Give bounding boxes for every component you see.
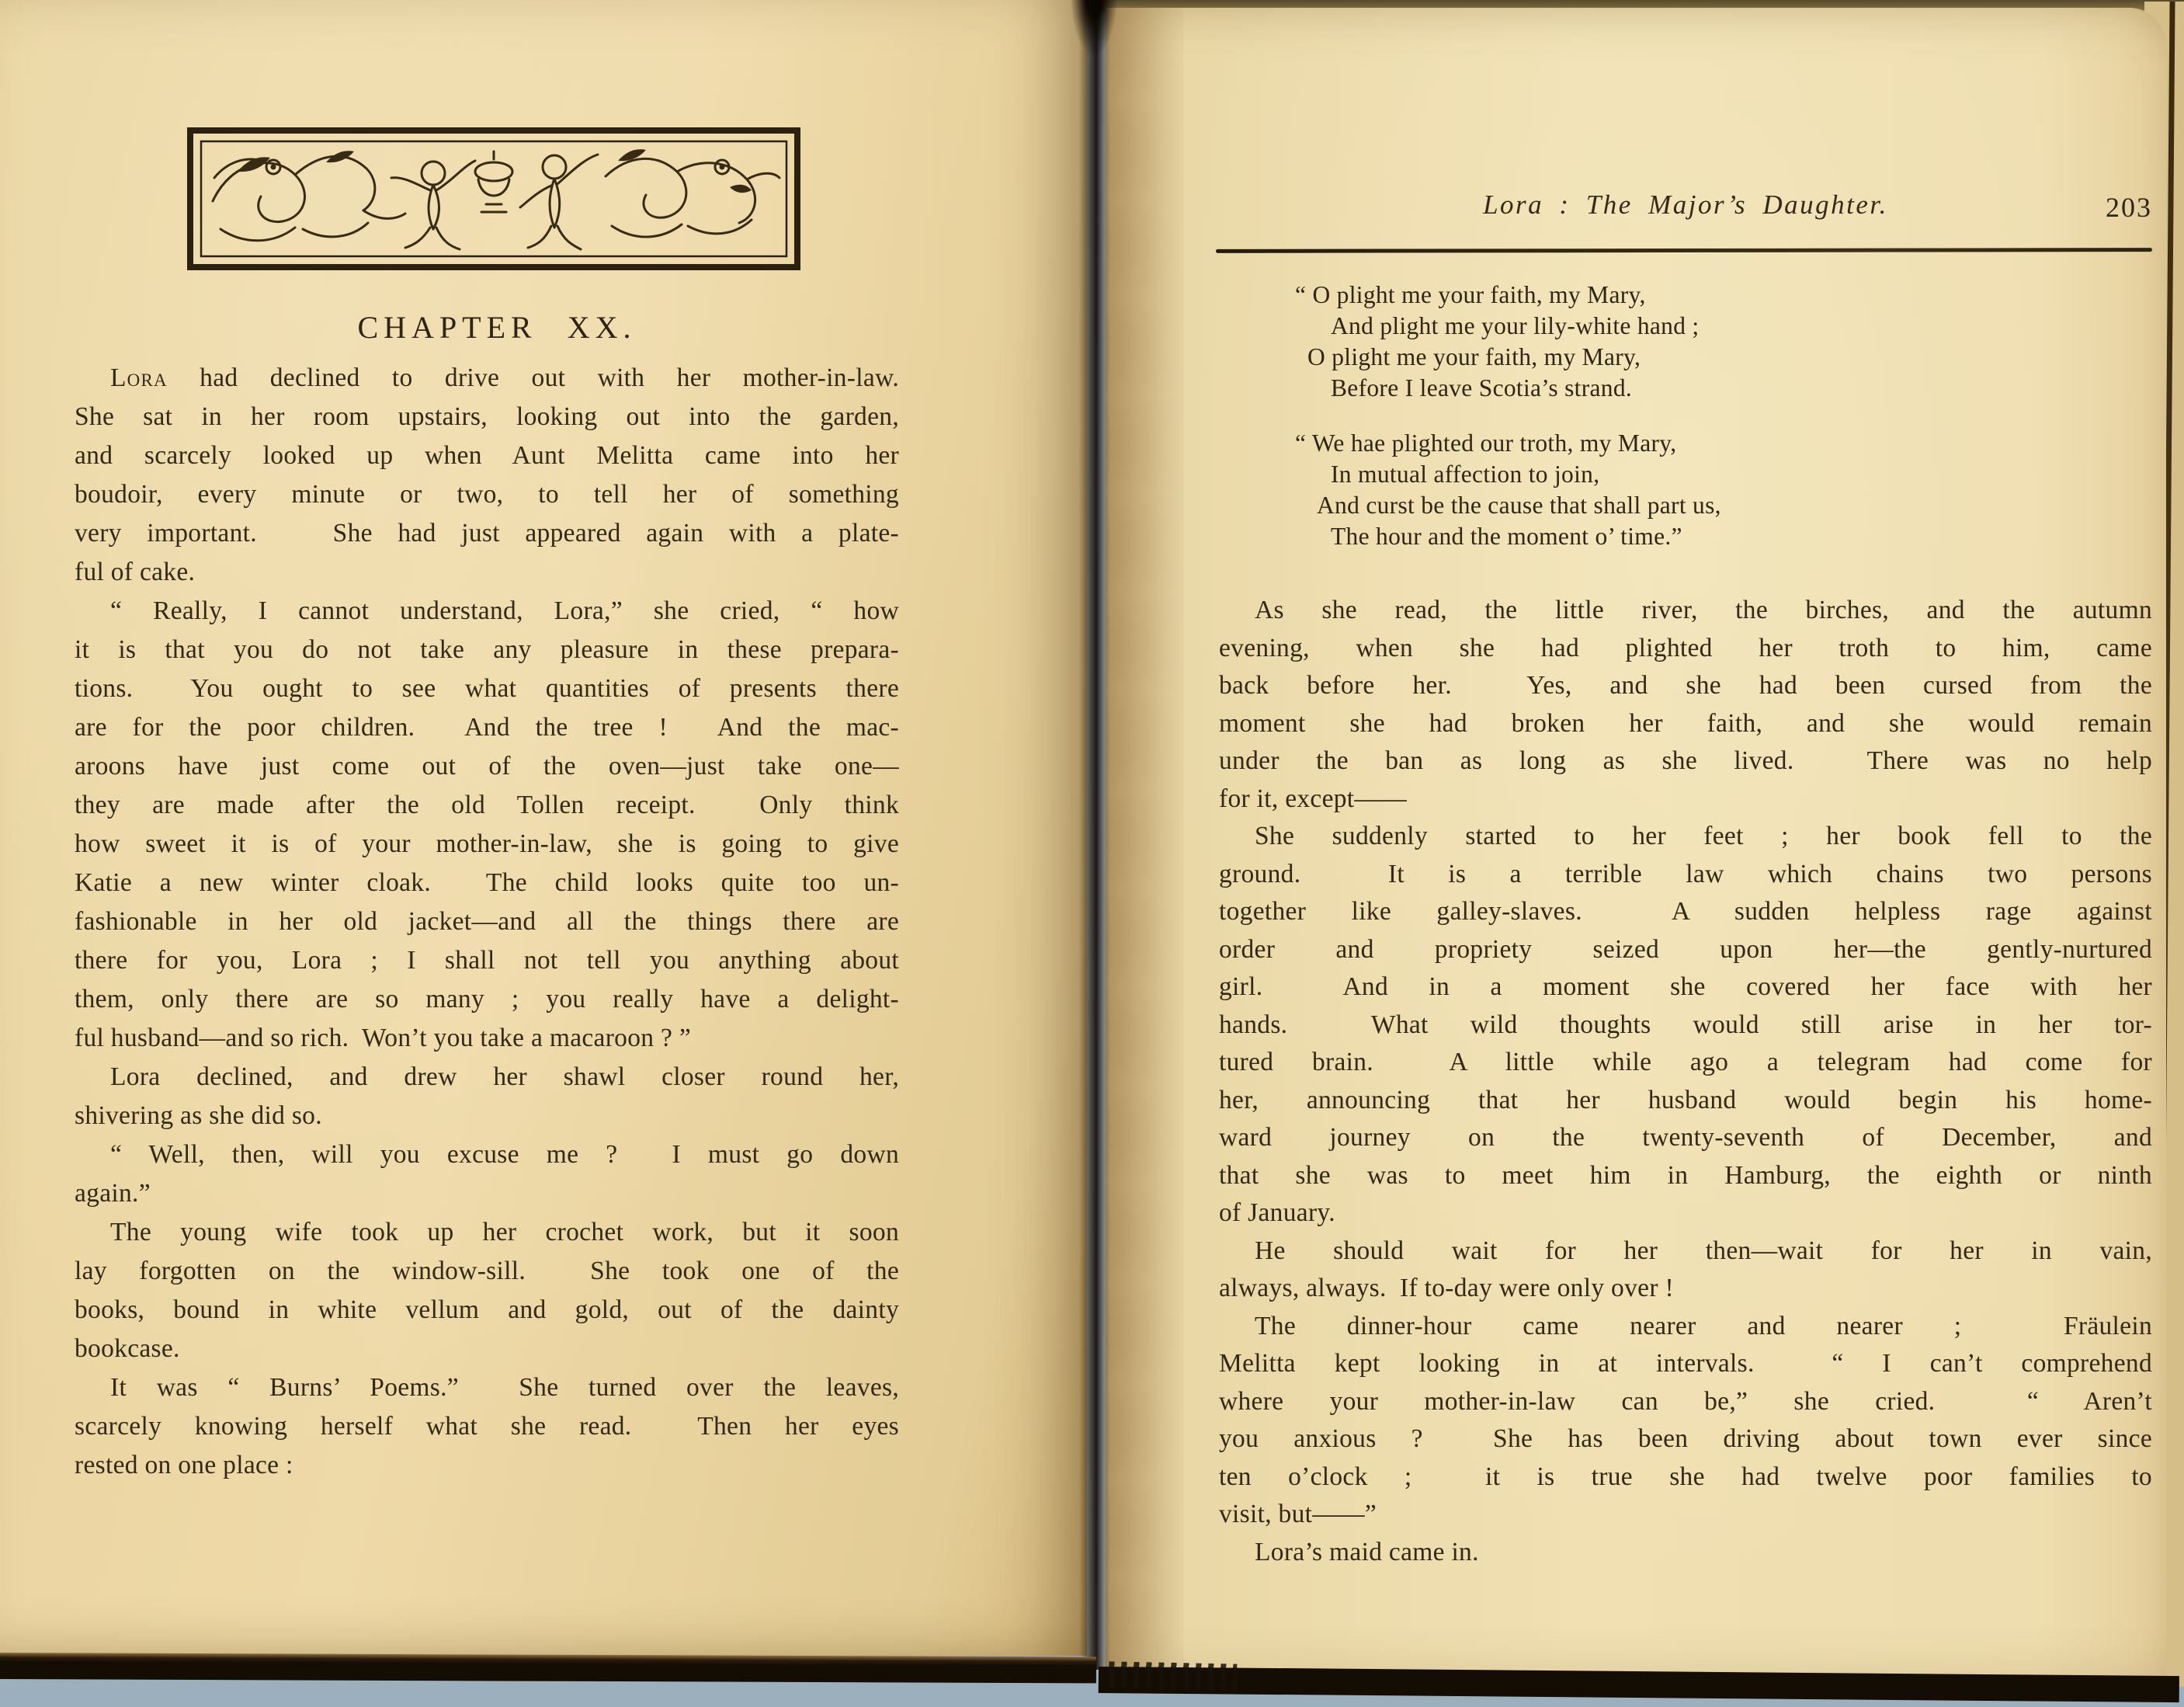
poem-line: The hour and the moment o’ time.” xyxy=(1331,523,1682,550)
text-line: it is that you do not take any pleasure in these prepara- xyxy=(75,635,899,664)
text-line: Lora declined, and drew her shawl closer round her, xyxy=(110,1062,899,1091)
text-line: boudoir, every minute or two, to tell her of something xyxy=(75,480,899,509)
text-line: tions. You ought to see what quantities of presents there xyxy=(75,674,899,703)
poem-stanza xyxy=(1295,428,2079,552)
text-line: ten o’clock ; it is true she had twelve poor families to xyxy=(1219,1462,2152,1491)
poem-line: O plight me your faith, my Mary, xyxy=(1307,343,1641,370)
poem-line: “ O plight me your faith, my Mary, xyxy=(1295,281,1646,308)
text-line: and scarcely looked up when Aunt Melitta came into her xyxy=(75,441,899,470)
text-line: Lora’s maid came in. xyxy=(1255,1537,1479,1566)
poem-line: Before I leave Scotia’s strand. xyxy=(1331,374,1633,402)
text-line: moment she had broken her faith, and she would remain xyxy=(1219,708,2152,738)
poem-stanza xyxy=(1295,280,2079,404)
text-line: It was “ Burns’ Poems.” She turned over the leaves, xyxy=(110,1373,899,1402)
text-line: Lora had declined to drive out with her mother-in-law. xyxy=(110,363,899,392)
text-line: evening, when she had plighted her troth to him, came xyxy=(1219,633,2152,662)
text-line: hands. What wild thoughts would still arise in her tor- xyxy=(1219,1010,2152,1039)
text-line: where your mother-in-law can be,” she cried. “ Aren’t xyxy=(1219,1386,2152,1416)
text-line: “ Really, I cannot understand, Lora,” she cried, “ how xyxy=(110,596,899,625)
text-line: Melitta kept looking in at intervals. “ I can’t comprehend xyxy=(1219,1349,2152,1378)
text-line: The dinner-hour came nearer and nearer ; Fräulein xyxy=(1255,1311,2152,1340)
text-line: order and propriety seized upon her—the gently-nurtured xyxy=(1219,934,2152,964)
text-line: girl. And in a moment she covered her face with her xyxy=(1219,972,2152,1001)
running-header xyxy=(1219,189,2152,230)
right-page xyxy=(1106,8,2166,1679)
text-line: her, announcing that her husband would begin his home- xyxy=(1219,1085,2152,1114)
text-line: for it, except—— xyxy=(1219,784,1408,813)
poem-line: And curst be the cause that shall part us, xyxy=(1317,492,1721,519)
text-line: there for you, Lora ; I shall not tell you anything about xyxy=(75,946,899,975)
text-line: “ Well, then, will you excuse me ? I must go down xyxy=(110,1140,899,1169)
text-line: ful husband—and so rich. Won’t you take a macaroon ? ” xyxy=(75,1024,692,1052)
text-line: aroons have just come out of the oven—just take one— xyxy=(75,752,899,780)
left-page-text xyxy=(75,359,899,1485)
text-line: Katie a new winter cloak. The child looks quite too un- xyxy=(75,868,899,897)
text-line: As she read, the little river, the birches, and the autumn xyxy=(1255,596,2152,624)
text-line: bookcase. xyxy=(75,1334,180,1363)
poem-line: “ We hae plighted our troth, my Mary, xyxy=(1295,429,1677,457)
header-rule xyxy=(1216,248,2152,253)
small-caps-lead: Lora xyxy=(110,363,168,392)
binding-stitches xyxy=(1109,1661,1238,1690)
ornament-woodcut-banner xyxy=(186,127,801,271)
text-line: shivering as she did so. xyxy=(75,1101,322,1130)
poem-line: And plight me your lily-white hand ; xyxy=(1331,312,1700,339)
text-line: lay forgotten on the window-sill. She took one of the xyxy=(75,1257,899,1285)
text-line: they are made after the old Tollen receipt. Only think xyxy=(75,791,899,819)
text-line: together like galley-slaves. A sudden helpless rage against xyxy=(1219,897,2152,926)
text-line: The young wife took up her crochet work, but it soon xyxy=(110,1218,899,1246)
text-line: She suddenly started to her feet ; her book fell to the xyxy=(1255,822,2152,850)
text-line: fashionable in her old jacket—and all the things there are xyxy=(75,907,899,936)
page-number: 203 xyxy=(2106,192,2152,223)
running-title: Lora : The Major’s Daughter. xyxy=(1483,189,1888,220)
text-line: very important. She had just appeared again with a plate- xyxy=(75,519,899,548)
text-line: always, always. If to-day were only over ! xyxy=(1219,1274,1674,1302)
left-page xyxy=(0,0,1087,1656)
chapter-heading: CHAPTER XX. xyxy=(357,310,637,345)
text-line: how sweet it is of your mother-in-law, she is going to give xyxy=(75,829,899,858)
text-line: them, only there are so many ; you really have a delight- xyxy=(75,985,899,1013)
poem-quote xyxy=(1295,280,2079,576)
text-line: ful of cake. xyxy=(75,558,196,586)
ornament-svg xyxy=(186,127,801,271)
text-line: tured brain. A little while ago a telegram had come for xyxy=(1219,1048,2152,1076)
text-line: books, bound in white vellum and gold, out of the dainty xyxy=(75,1295,899,1324)
text-line: that she was to meet him in Hamburg, the eighth or ninth xyxy=(1219,1160,2152,1190)
text-line: back before her. Yes, and she had been cursed from the xyxy=(1219,671,2152,700)
poem-line: In mutual affection to join, xyxy=(1331,461,1600,488)
text-line: He should wait for her then—wait for her in vain, xyxy=(1255,1236,2152,1265)
text-line: are for the poor children. And the tree ! And the mac- xyxy=(75,713,899,742)
text-line: visit, but——” xyxy=(1219,1500,1377,1528)
text-line: of January. xyxy=(1219,1198,1335,1227)
left-page-bottom-edge xyxy=(0,1653,1096,1683)
text-line: under the ban as long as she lived. There was no help xyxy=(1219,746,2152,775)
text-line: She sat in her room upstairs, looking out into the garden, xyxy=(75,402,899,431)
text-line: ground. It is a terrible law which chains two persons xyxy=(1219,859,2152,888)
text-line: ward journey on the twenty-seventh of December, and xyxy=(1219,1123,2152,1152)
text-line: you anxious ? She has been driving about town ever since xyxy=(1219,1424,2152,1453)
text-line: scarcely knowing herself what she read. Then her eyes xyxy=(75,1412,899,1441)
text-line: rested on one place : xyxy=(75,1451,293,1479)
book-gutter xyxy=(1079,0,1110,1670)
text-line: again.” xyxy=(75,1179,151,1208)
right-page-text xyxy=(1219,592,2152,1571)
gutter-top-shadow xyxy=(1070,0,1118,57)
